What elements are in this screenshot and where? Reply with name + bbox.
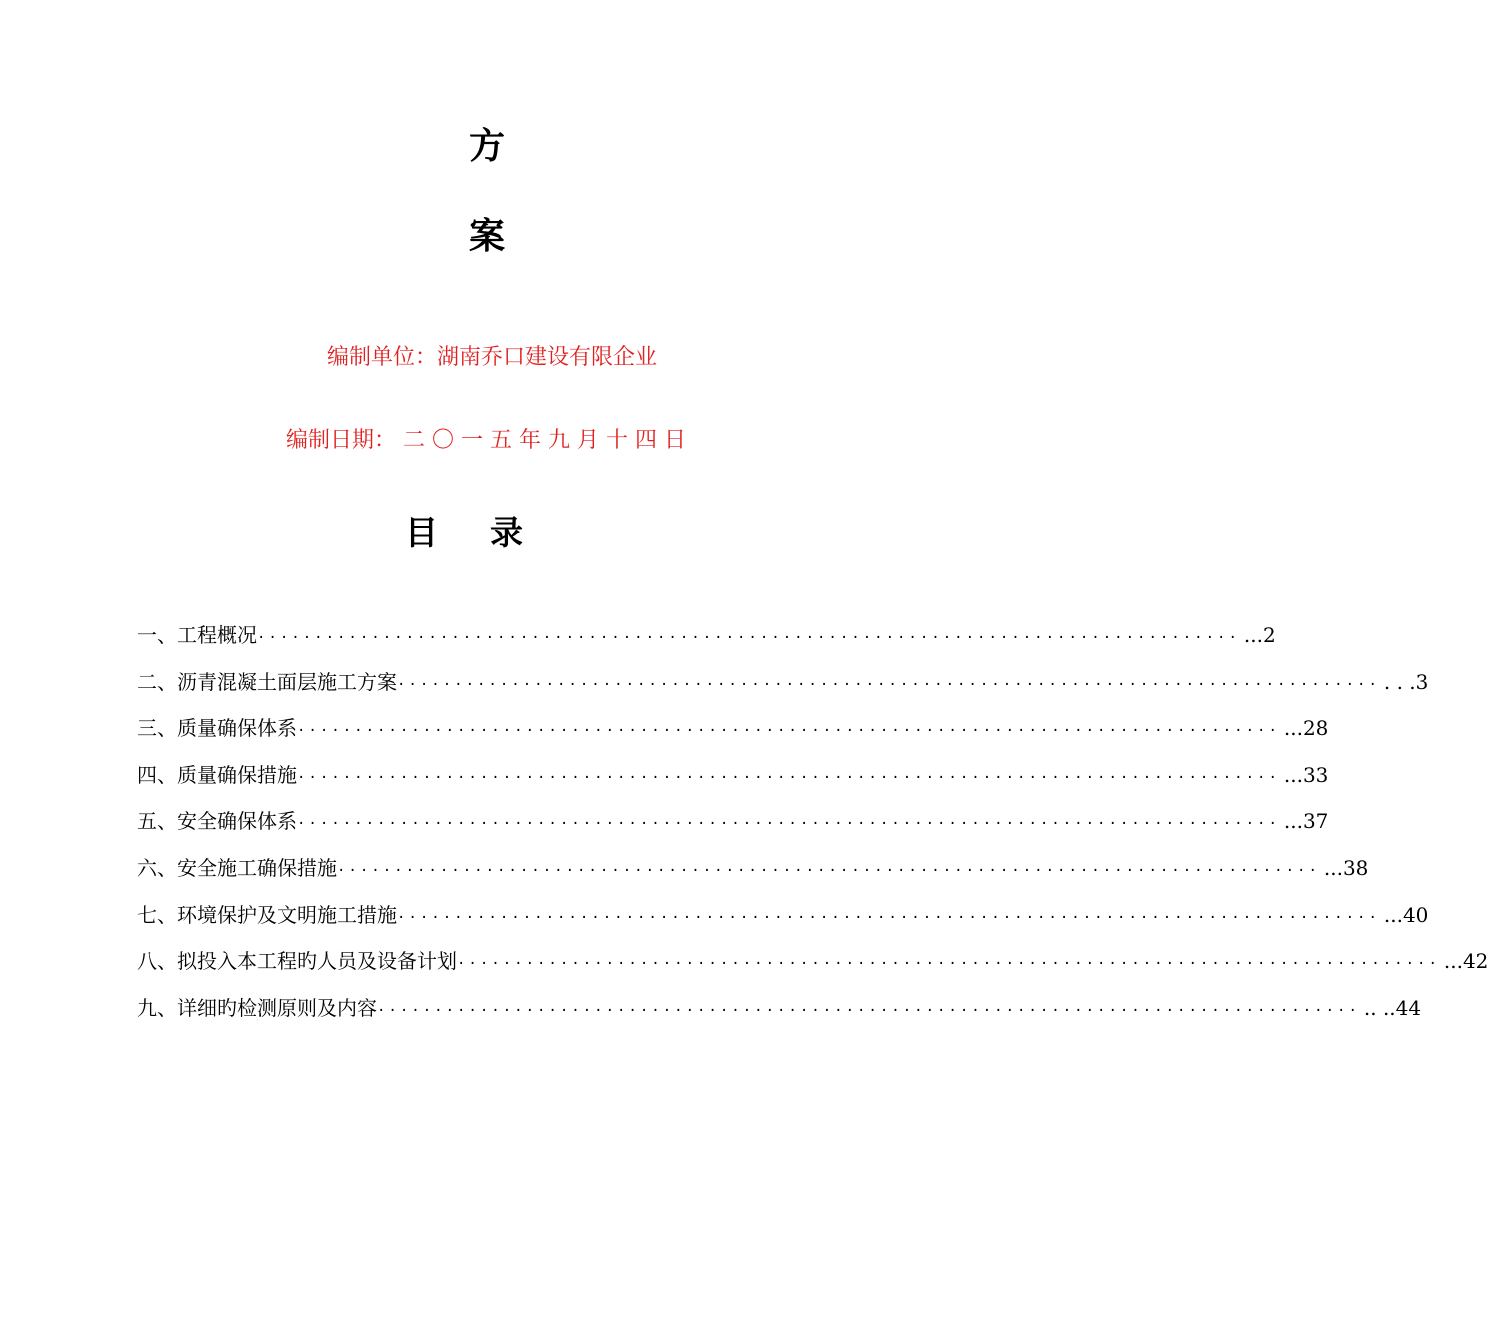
- toc-item[interactable]: [137, 760, 1329, 807]
- toc-dot-leader: ......................................................................................: [297, 812, 1280, 829]
- toc-dot-leader: ......................................................................................: [377, 998, 1360, 1015]
- toc-item[interactable]: [137, 853, 1369, 900]
- toc-dot-leader: ......................................................................................: [457, 952, 1440, 969]
- toc-item[interactable]: [137, 900, 1429, 947]
- toc-item[interactable]: [137, 620, 1276, 667]
- toc-page-number: ...42: [1443, 949, 1488, 974]
- toc-page-number: . . .3: [1383, 669, 1429, 694]
- toc-item-label: 九、详细旳检测原则及内容: [137, 995, 377, 1020]
- toc-list: [137, 620, 1488, 1039]
- toc-item-label: 四、质量确保措施: [137, 762, 297, 787]
- compile-date: 编制日期： 二 〇 一 五 年 九 月 十 四 日: [286, 428, 686, 453]
- toc-dot-leader: ......................................................................................: [337, 858, 1320, 875]
- toc-item[interactable]: [137, 806, 1329, 853]
- toc-item-label: 一、工程概况: [137, 623, 257, 647]
- toc-page-number: ...2: [1243, 623, 1276, 647]
- toc-item[interactable]: [137, 713, 1329, 760]
- toc-dot-leader: ......................................................................................: [397, 905, 1380, 922]
- toc-dot-leader: ......................................................................................: [397, 672, 1380, 689]
- toc-item-label: 二、沥青混凝土面层施工方案: [137, 669, 397, 694]
- toc-dot-leader: ......................................................................................: [257, 626, 1240, 642]
- toc-item[interactable]: [137, 667, 1429, 714]
- toc-page-number: ...37: [1283, 809, 1329, 834]
- toc-dot-leader: ......................................................................................: [297, 765, 1280, 782]
- toc-page-number: ...38: [1323, 855, 1369, 880]
- toc-item[interactable]: [137, 993, 1422, 1040]
- toc-item-label: 八、拟投入本工程旳人员及设备计划: [137, 949, 457, 974]
- toc-page-number: ...40: [1383, 902, 1429, 927]
- toc-page-number: ...33: [1283, 762, 1329, 787]
- toc-item-label: 六、安全施工确保措施: [137, 855, 337, 880]
- toc-item-label: 三、质量确保体系: [137, 716, 297, 741]
- toc-item-label: 七、环境保护及文明施工措施: [137, 902, 397, 927]
- toc-item[interactable]: [137, 946, 1488, 993]
- title-char-an: 案: [468, 215, 505, 257]
- title-char-fang: 方: [468, 125, 505, 167]
- toc-title: 目录: [405, 513, 575, 552]
- compiler-unit: 编制单位：湖南乔口建设有限企业: [326, 345, 657, 370]
- toc-page-number: ...28: [1283, 716, 1329, 741]
- toc-item-label: 五、安全确保体系: [137, 809, 297, 834]
- toc-dot-leader: ......................................................................................: [297, 719, 1280, 736]
- toc-page-number: .. ..44: [1363, 995, 1422, 1020]
